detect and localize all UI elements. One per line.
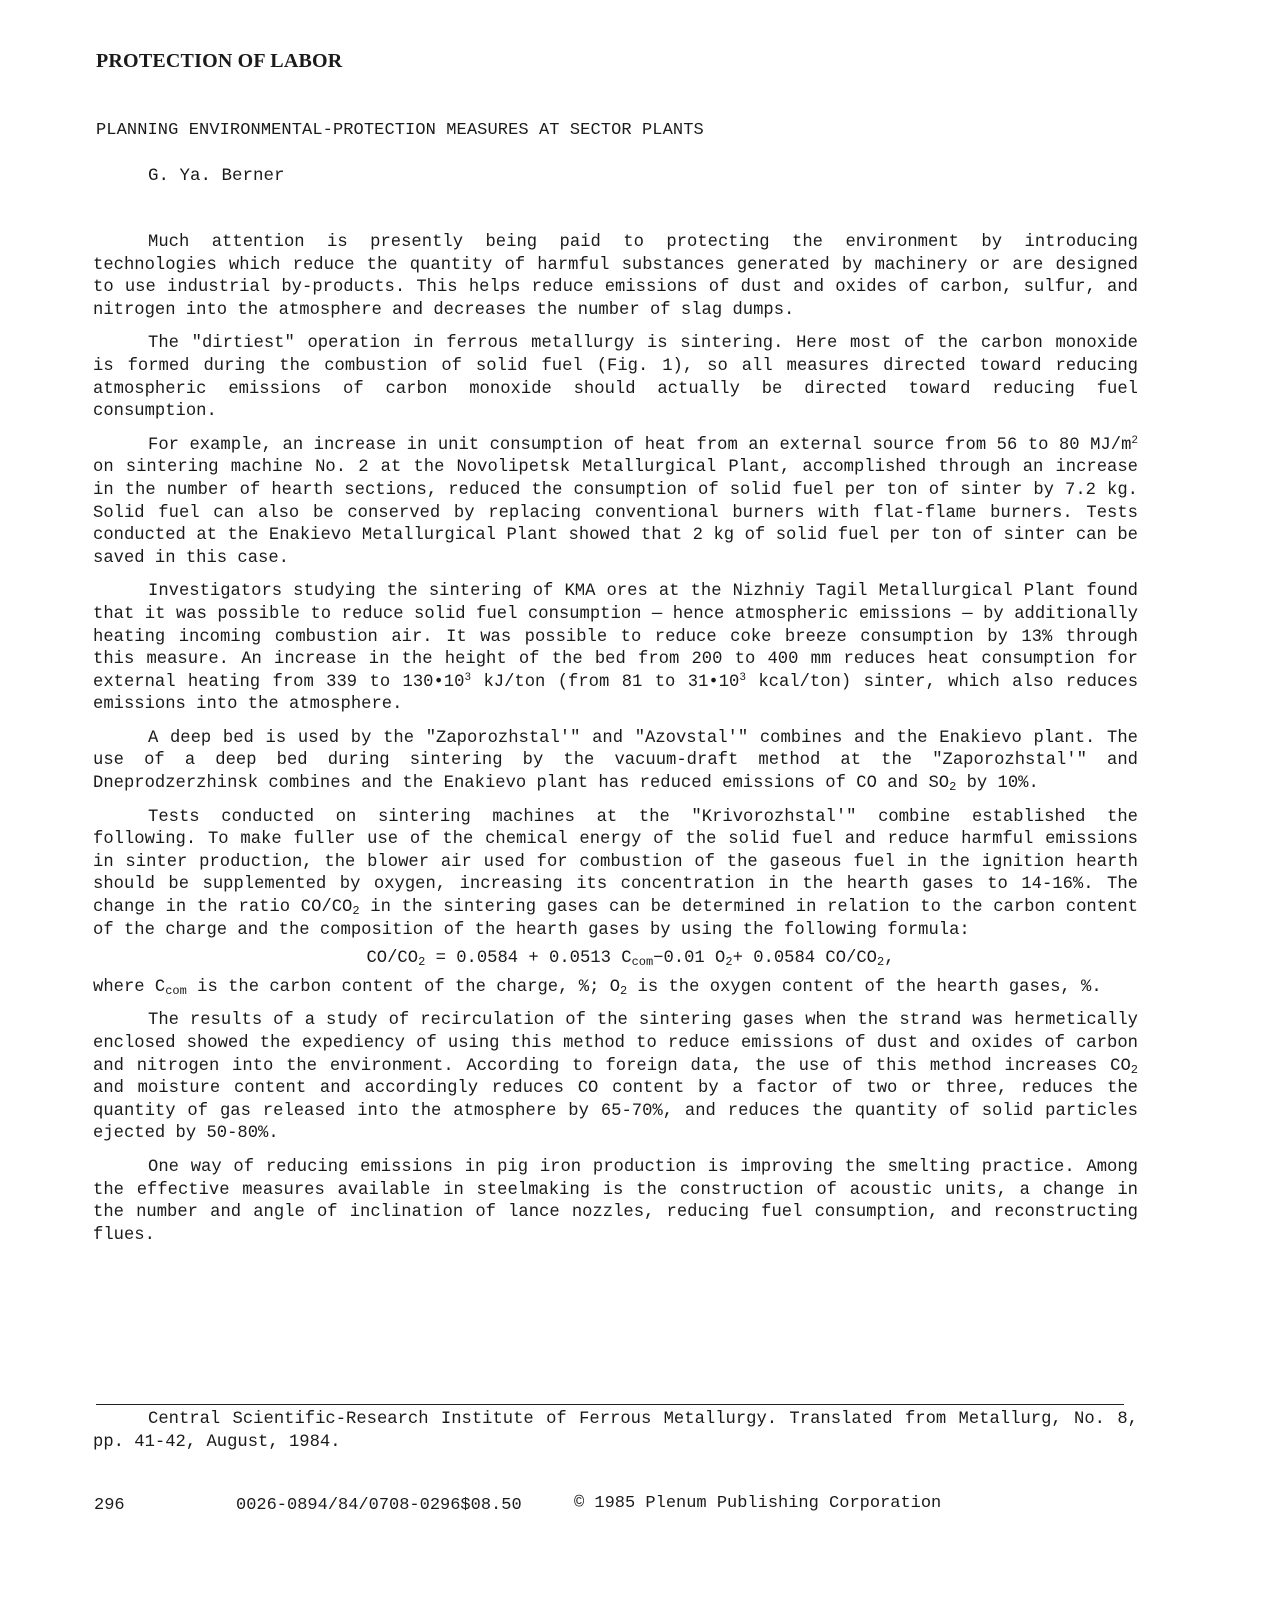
- paragraph-5: [93, 728, 1138, 796]
- formula-run: CO/CO: [366, 949, 419, 969]
- text-run: The results of a study of recirculation of the sintering gases when the strand was hermetically enclosed showed the expediency of using this method to reduce emissions of dust and oxides of carbon and nitrogen into the environment. According to foreign data, the use of this method increases CO: [93, 1011, 1138, 1076]
- paragraph-6: [93, 807, 1138, 943]
- text-run: A deep bed is used by the "Zaporozhstal'" and "Azovstal'" combines and the Enakievo plant. The use of a deep bed during sintering by the vacuum-draft method at the "Zaporozhstal'" and Dneprodzerzhinsk combines and the Enakievo plant has reduced emissions of CO and SO: [93, 728, 1138, 794]
- text-run: kcal/ton) sinter, which also reduces emissions into the atmosphere.: [93, 672, 1139, 715]
- subscript: 2: [949, 780, 957, 795]
- section-heading: PROTECTION OF LABOR: [96, 50, 343, 72]
- subscript: com: [631, 955, 654, 970]
- superscript: 3: [464, 671, 472, 684]
- superscript: 2: [1131, 434, 1138, 447]
- text-run: in the sintering gases can be determined in relation to the carbon content of the charge and the composition of the hearth gases by using the following formula:: [93, 898, 1138, 940]
- text-run: where C: [93, 977, 166, 997]
- text-run: by 10%.: [956, 774, 1039, 794]
- paragraph-8: One way of reducing emissions in pig iron production is improving the smelting practice. Among the effective measures available in steelmaking is the construction of acoustic units, a change in the number and angle of inclination of lance nozzles, reducing fuel consumption, and reconstructing flues.: [93, 1157, 1138, 1245]
- subscript: 2: [876, 955, 885, 970]
- article-body: [93, 232, 1138, 1258]
- formula: [93, 948, 1138, 971]
- subscript: 2: [1130, 1062, 1138, 1077]
- subscript: 2: [418, 955, 426, 970]
- formula-run: ,: [884, 949, 895, 969]
- subscript: 2: [620, 983, 628, 998]
- page-number: 296: [94, 1496, 125, 1515]
- publication-code: 0026-0894/84/0708-0296$08.50: [236, 1496, 522, 1515]
- copyright-notice: © 1985 Plenum Publishing Corporation: [574, 1494, 942, 1513]
- formula-explanation: [93, 977, 1138, 1000]
- subscript: com: [165, 983, 187, 998]
- superscript: 3: [739, 671, 746, 684]
- formula-run: + 0.0584 CO/CO: [732, 949, 877, 969]
- formula-run: −0.01 O: [653, 949, 726, 969]
- paragraph-1: Much attention is presently being paid to protecting the environment by introducing technologies which reduce the quantity of harmful substances generated by machinery or are designed to use industrial by-products. This helps reduce emissions of dust and oxides of carbon, sulfur, and nitrogen into the atmosphere and decreases the number of slag dumps.: [93, 233, 1138, 320]
- text-run: and moisture content and accordingly reduces CO content by a factor of two or three, reduces the quantity of gas released into the atmosphere by 65-70%, and reduces the quantity of solid particles ejected by 50-80%.: [93, 1079, 1138, 1144]
- formula-run: = 0.0584 + 0.0513 C: [425, 949, 632, 969]
- paragraph-4: [93, 581, 1138, 717]
- text-run: is the carbon content of the charge, %; O: [186, 977, 621, 997]
- text-run: kJ/ton (from 81 to 31•10: [471, 672, 740, 692]
- footnote-divider: [96, 1404, 1124, 1405]
- text-run: Tests conducted on sintering machines at the "Krivorozhstal'" combine established the following. To make fuller use of the chemical energy of the solid fuel and reduce harmful emissions in sinter production, the blower air used for combustion of the gaseous fuel in the ignition hearth should be supplemented by oxygen, increasing its concentration in the hearth gases to 14-16%. The change in the ratio CO/CO: [93, 807, 1138, 918]
- subscript: 2: [352, 904, 360, 919]
- text-run: on sintering machine No. 2 at the Novolipetsk Metallurgical Plant, accomplished through an increase in the number of hearth sections, reduced the consumption of solid fuel per ton of sinter by 7.2 kg. Solid fuel can also be conserved by replacing conventional burners with flat-flame burners. Tests conducted at the Enakievo Metallurgical Plant showed that 2 kg of solid fuel per ton of sinter can be saved in this case.: [93, 458, 1138, 568]
- article-title: PLANNING ENVIRONMENTAL-PROTECTION MEASURES AT SECTOR PLANTS: [96, 121, 704, 140]
- paragraph-2: The "dirtiest" operation in ferrous metallurgy is sintering. Here most of the carbon monoxide is formed during the combustion of solid fuel (Fig. 1), so all measures directed toward reducing atmospheric emissions of carbon monoxide should actually be directed toward reducing fuel consumption.: [93, 334, 1138, 422]
- article-author: G. Ya. Berner: [148, 166, 285, 186]
- paragraph-7: [93, 1010, 1138, 1146]
- text-run: is the oxygen content of the hearth gases, %.: [627, 977, 1102, 997]
- subscript: 2: [725, 955, 733, 970]
- paragraph-3: [93, 435, 1138, 571]
- text-run: For example, an increase in unit consumption of heat from an external source from 56 to 80 MJ/m: [148, 435, 1132, 455]
- footnote: Central Scientific-Research Institute of Ferrous Metallurgy. Translated from Metallurg, No. 8, pp. 41-42, August, 1984.: [93, 1410, 1138, 1452]
- text-run: Investigators studying the sintering of KMA ores at the Nizhniy Tagil Metallurgical Plant found that it was possible to reduce solid fuel consumption — hence atmospheric emissions — by additionally heating incoming combustion air. It was possible to reduce coke breeze consumption by 13% through this measure. An increase in the height of the bed from 200 to 400 mm reduces heat consumption for external heating from 339 to 130•10: [93, 582, 1138, 692]
